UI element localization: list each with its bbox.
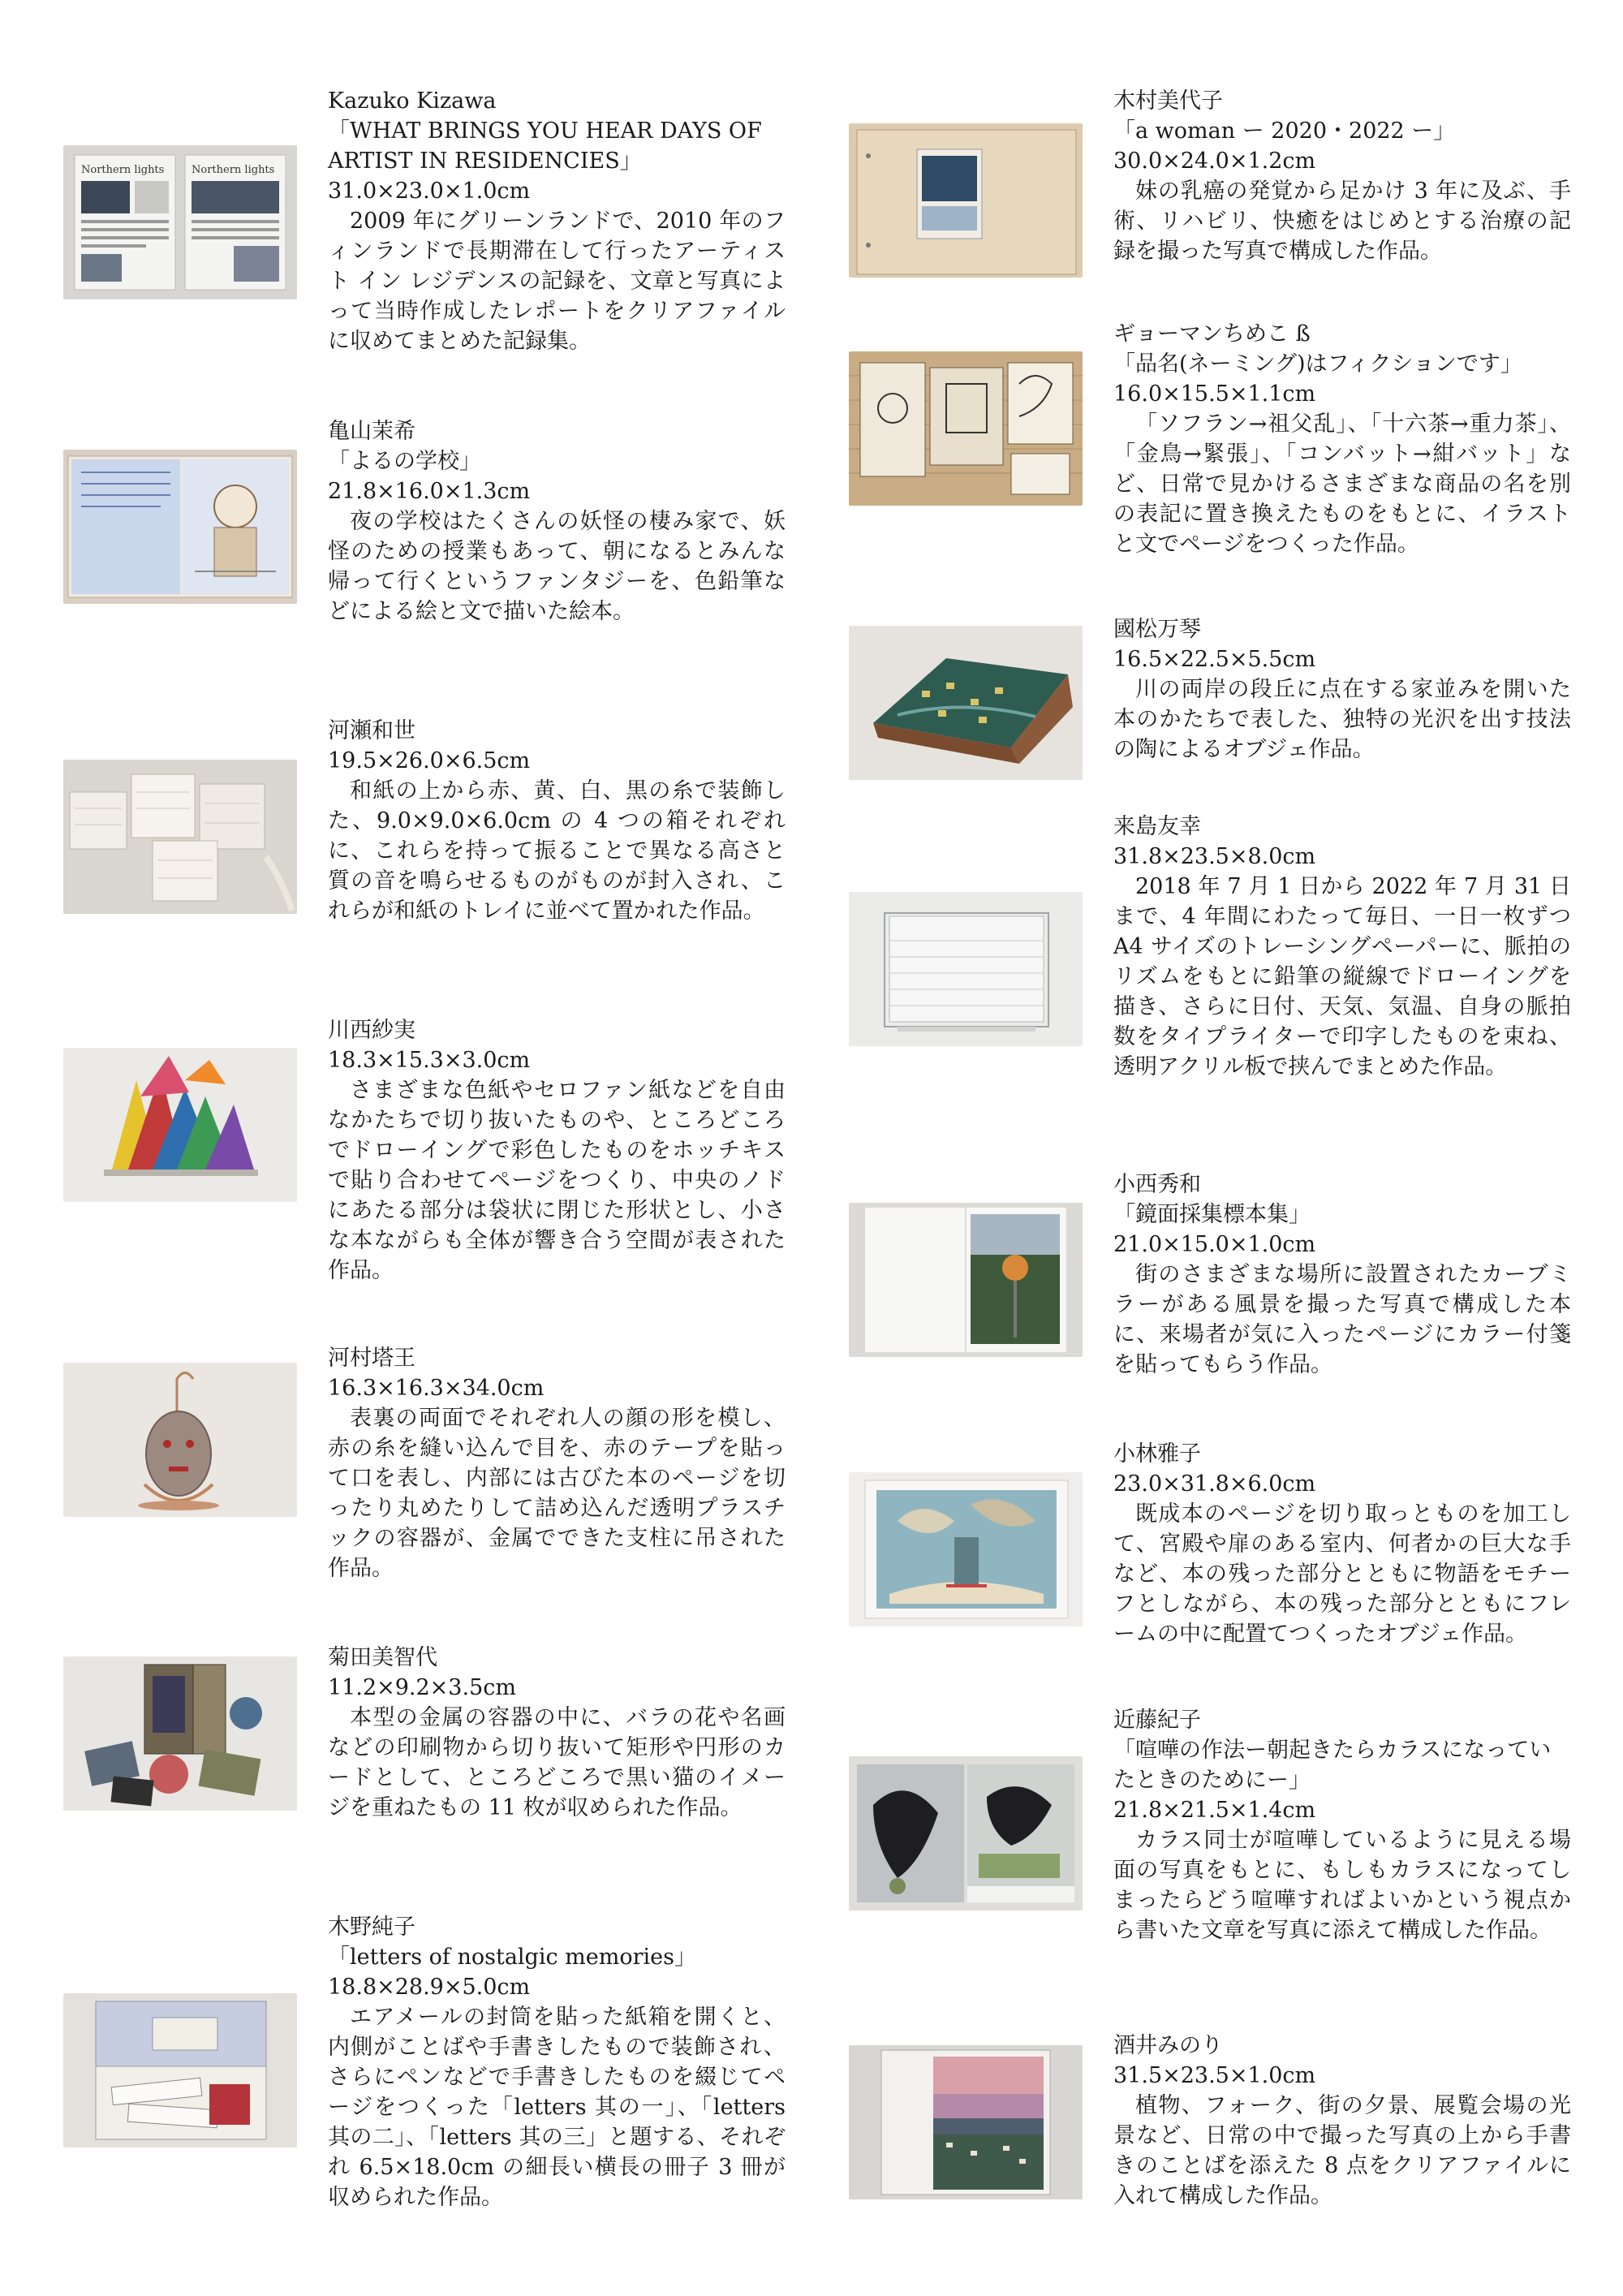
thumb-label-right: Northern lights [192, 164, 275, 176]
artwork-description: 川の両岸の段丘に点在する家並みを開いた本のかたちで表した、独特の光沢を出す技法の陶によるオブジェ作品。 [1113, 677, 1571, 762]
artwork-photo [849, 892, 1083, 1046]
artwork-photo [849, 1472, 1083, 1626]
artwork-description: 「ソフラン→祖父乱」、「十六茶→重力茶」、「金鳥→緊張」、「コンバット→紺バット」など、日常で見かけるさまざまな商品の名を別の表記に置き換えたものをもとに、イラストと文でページをつくった作品。 [1113, 411, 1571, 557]
artwork-description: エアメールの封筒を貼った紙箱を開くと、内側がことばや手書きしたもので装飾され、さらにペンなどで手書きしたものを綴じてページをつくった「letters 其の一」、「letters 其の二」、「letters 其の三」と題する、それぞれ 6.5×18.0cm の細長い横長の冊子 3 冊が収められた作品。 [328, 2005, 786, 2210]
artwork-text [328, 416, 786, 627]
artwork-description: 夜の学校はたくさんの妖怪の棲み家で、妖怪のための授業もあって、朝になるとみんな帰って行くというファンタジーを、色鉛筆などによる絵と文で描いた絵本。 [328, 509, 786, 624]
artwork-photo [849, 123, 1083, 278]
artwork-size: 30.0×24.0×1.2cm [1113, 149, 1316, 174]
artwork-text [1113, 1170, 1571, 1380]
artwork-photo [849, 351, 1083, 506]
artwork-text [1113, 1439, 1571, 1649]
artwork-size: 21.8×21.5×1.4cm [1113, 1798, 1316, 1823]
metal-book-container-icon [63, 1656, 297, 1811]
artwork-size: 31.8×23.5×8.0cm [1113, 844, 1316, 869]
artwork-title: 「喧嘩の作法ー朝起きたらカラスになっていたときのためにー」 [1113, 1738, 1552, 1793]
artwork-photo [63, 1993, 297, 2147]
artwork-description: 既成本のページを切り取っとものを加工して、宮殿や扉のある室内、何者かの巨大な手など、本の残った部分とともに物語をモチーフとしながら、本の残った部分とともにフレームの中に配置てつくったオブジェ作品。 [1113, 1501, 1571, 1647]
artwork-text [1113, 1705, 1571, 1945]
artwork-text [1113, 86, 1571, 266]
crow-photo-book-icon [849, 1756, 1083, 1910]
thumb-label-left: Northern lights [81, 164, 165, 176]
artist-name: 河瀬和世 [328, 718, 415, 743]
artwork-text [1113, 319, 1571, 559]
artwork-title: 「letters of nostalgic memories」 [328, 1945, 696, 1970]
picture-book-photo-icon [63, 450, 297, 604]
artwork-text [328, 1643, 786, 1823]
artwork-size: 23.0×31.8×6.0cm [1113, 1471, 1316, 1497]
paper-boxes-photo-icon [63, 760, 297, 914]
artist-name: 小西秀和 [1113, 1172, 1201, 1197]
artwork-size: 21.0×15.0×1.0cm [1113, 1232, 1316, 1257]
framed-book-object-icon [849, 1472, 1083, 1626]
artwork-size: 21.8×16.0×1.3cm [328, 479, 531, 504]
artwork-text [1113, 2031, 1571, 2211]
artwork-text [328, 716, 786, 926]
artwork-description: カラス同士が喧嘩しているように見える場面の写真をもとに、もしもカラスになってしまったらどう喧嘩すればよいかという視点から書いた文章を写真に添えて構成した作品。 [1113, 1828, 1571, 1943]
artist-name: 亀山茉希 [328, 419, 415, 444]
artwork-description: 2009 年にグリーンランドで、2010 年のフィンランドで長期滞在して行ったアーティスト イン レジデンスの記録を、文章と写真によって当時作成したレポートをクリアファイルに収めてまとめた記録集。 [328, 209, 786, 354]
artwork-size: 16.0×15.5×1.1cm [1113, 381, 1316, 407]
artwork-photo [63, 1363, 297, 1517]
mirror-photo-book-icon [849, 1203, 1083, 1357]
artist-name: 國松万琴 [1113, 617, 1201, 642]
artist-name: 木野純子 [328, 1915, 415, 1940]
artwork-description: 2018 年 7 月 1 日から 2022 年 7 月 31 日まで、4 年間にわたって毎日、一日一枚ずつ A4 サイズのトレーシングペーパーに、脈拍のリズムをもとに鉛筆の縦線でドローイングを描き、さらに日付、天気、気温、自身の脈拍数をタイプライターで印字したものを束ね、透明アクリル板で挟んでまとめた作品。 [1113, 874, 1571, 1079]
hanging-face-object-icon [63, 1363, 297, 1517]
artwork-text [1113, 614, 1571, 765]
artwork-description: 表裏の両面でそれぞれ人の顔の形を模し、赤の糸を縫い込んで目を、赤のテープを貼って口を表し、内部には古びた本のページを切ったり丸めたりして詰め込んだ透明プラスチックの容器が、金属でできた支柱に吊された作品。 [328, 1406, 786, 1581]
artwork-description: 植物、フォーク、街の夕景、展覧会場の光景など、日常の中で撮った写真の上から手書きのことばを添えた 8 点をクリアファイルに入れて構成した作品。 [1113, 2093, 1571, 2208]
artist-name: 近藤紀子 [1113, 1708, 1201, 1733]
artwork-photo [63, 145, 297, 299]
artwork-description: 和紙の上から赤、黄、白、黒の糸で装飾した、9.0×9.0×6.0cm の 4 つの箱それぞれに、これらを持って振ることで異なる高さと質の音を鳴らせるものがものが封入され、これらが和紙のトレイに並べて置かれた作品。 [328, 778, 786, 924]
artwork-size: 31.5×23.5×1.0cm [1113, 2063, 1316, 2088]
artist-name: 菊田美智代 [328, 1645, 437, 1670]
artist-name: 来島友幸 [1113, 814, 1201, 839]
artist-name: 酒井みのり [1113, 2033, 1223, 2058]
artwork-title: 「鏡面採集標本集」 [1113, 1202, 1311, 1227]
artwork-description: 妹の乳癌の発覚から足かけ 3 年に及ぶ、手術、リハビリ、快癒をはじめとする治療の記録を撮った写真で構成した作品。 [1113, 179, 1571, 264]
artwork-title: 「よるの学校」 [328, 449, 481, 474]
artwork-title: 「a woman ー 2020・2022 ー」 [1113, 118, 1456, 144]
artwork-description: 本型の金属の容器の中に、バラの花や名画などの印刷物から切り抜いて矩形や円形のカードとして、ところどころで黒い猫のイメージを重ねたもの 11 枚が収められた作品。 [328, 1705, 786, 1820]
artwork-size: 11.2×9.2×3.5cm [328, 1675, 516, 1700]
ceramic-book-object-icon [849, 626, 1083, 780]
artist-name: 小林雅子 [1113, 1441, 1201, 1467]
cutout-book-photo-icon [63, 1048, 297, 1202]
artwork-title: 「WHAT BRINGS YOU HEAR DAYS OF ARTIST IN RESIDENCIES」 [328, 118, 762, 174]
photo-book-photo-icon [849, 123, 1083, 278]
artwork-size: 16.3×16.3×34.0cm [328, 1376, 545, 1401]
clear-file-photo-book-icon [849, 2045, 1083, 2199]
artwork-photo [63, 1656, 297, 1811]
artist-name: 木村美代子 [1113, 88, 1223, 114]
illustrated-pages-photo-icon [849, 351, 1083, 506]
artwork-size: 19.5×26.0×6.5cm [328, 748, 531, 773]
artwork-photo [63, 450, 297, 604]
artwork-title: 「品名(ネーミング)はフィクションです」 [1113, 351, 1522, 377]
artwork-photo [849, 2045, 1083, 2199]
artist-name: 河村塔王 [328, 1346, 415, 1371]
clear-file-photo-icon [63, 145, 297, 299]
letter-box-photo-icon [63, 1993, 297, 2147]
artwork-text [328, 1912, 786, 2212]
artwork-size: 18.8×28.9×5.0cm [328, 1975, 531, 2000]
artist-name: Kazuko Kizawa [328, 88, 497, 114]
artwork-description: 街のさまざまな場所に設置されたカーブミラーがある風景を撮った写真で構成した本に、来場者が気に入ったページにカラー付箋を貼ってもらう作品。 [1113, 1262, 1571, 1377]
artwork-photo [63, 760, 297, 914]
artwork-text [328, 1343, 786, 1583]
artwork-photo [849, 1203, 1083, 1357]
artwork-size: 16.5×22.5×5.5cm [1113, 647, 1316, 672]
artwork-photo [849, 626, 1083, 780]
artist-name: 川西紗実 [328, 1018, 415, 1043]
artwork-description: さまざまな色紙やセロファン紙などを自由なかたちで切り抜いたものや、ところどころでドローイングで彩色したものをホッチキスで貼り合わせてページをつくり、中央のノドにあたる部分は袋状に閉じた形状とし、小さな本ながらも全体が響き合う空間が表された作品。 [328, 1078, 786, 1283]
artwork-photo [849, 1756, 1083, 1910]
artist-name: ギョーマンちめこ ß [1113, 321, 1311, 347]
artwork-text [328, 86, 786, 356]
artwork-photo [63, 1048, 297, 1202]
artwork-size: 31.0×23.0×1.0cm [328, 179, 531, 204]
artwork-size: 18.3×15.3×3.0cm [328, 1048, 531, 1073]
artwork-text [328, 1015, 786, 1286]
tracing-paper-stack-icon [849, 892, 1083, 1046]
artwork-text [1113, 812, 1571, 1082]
